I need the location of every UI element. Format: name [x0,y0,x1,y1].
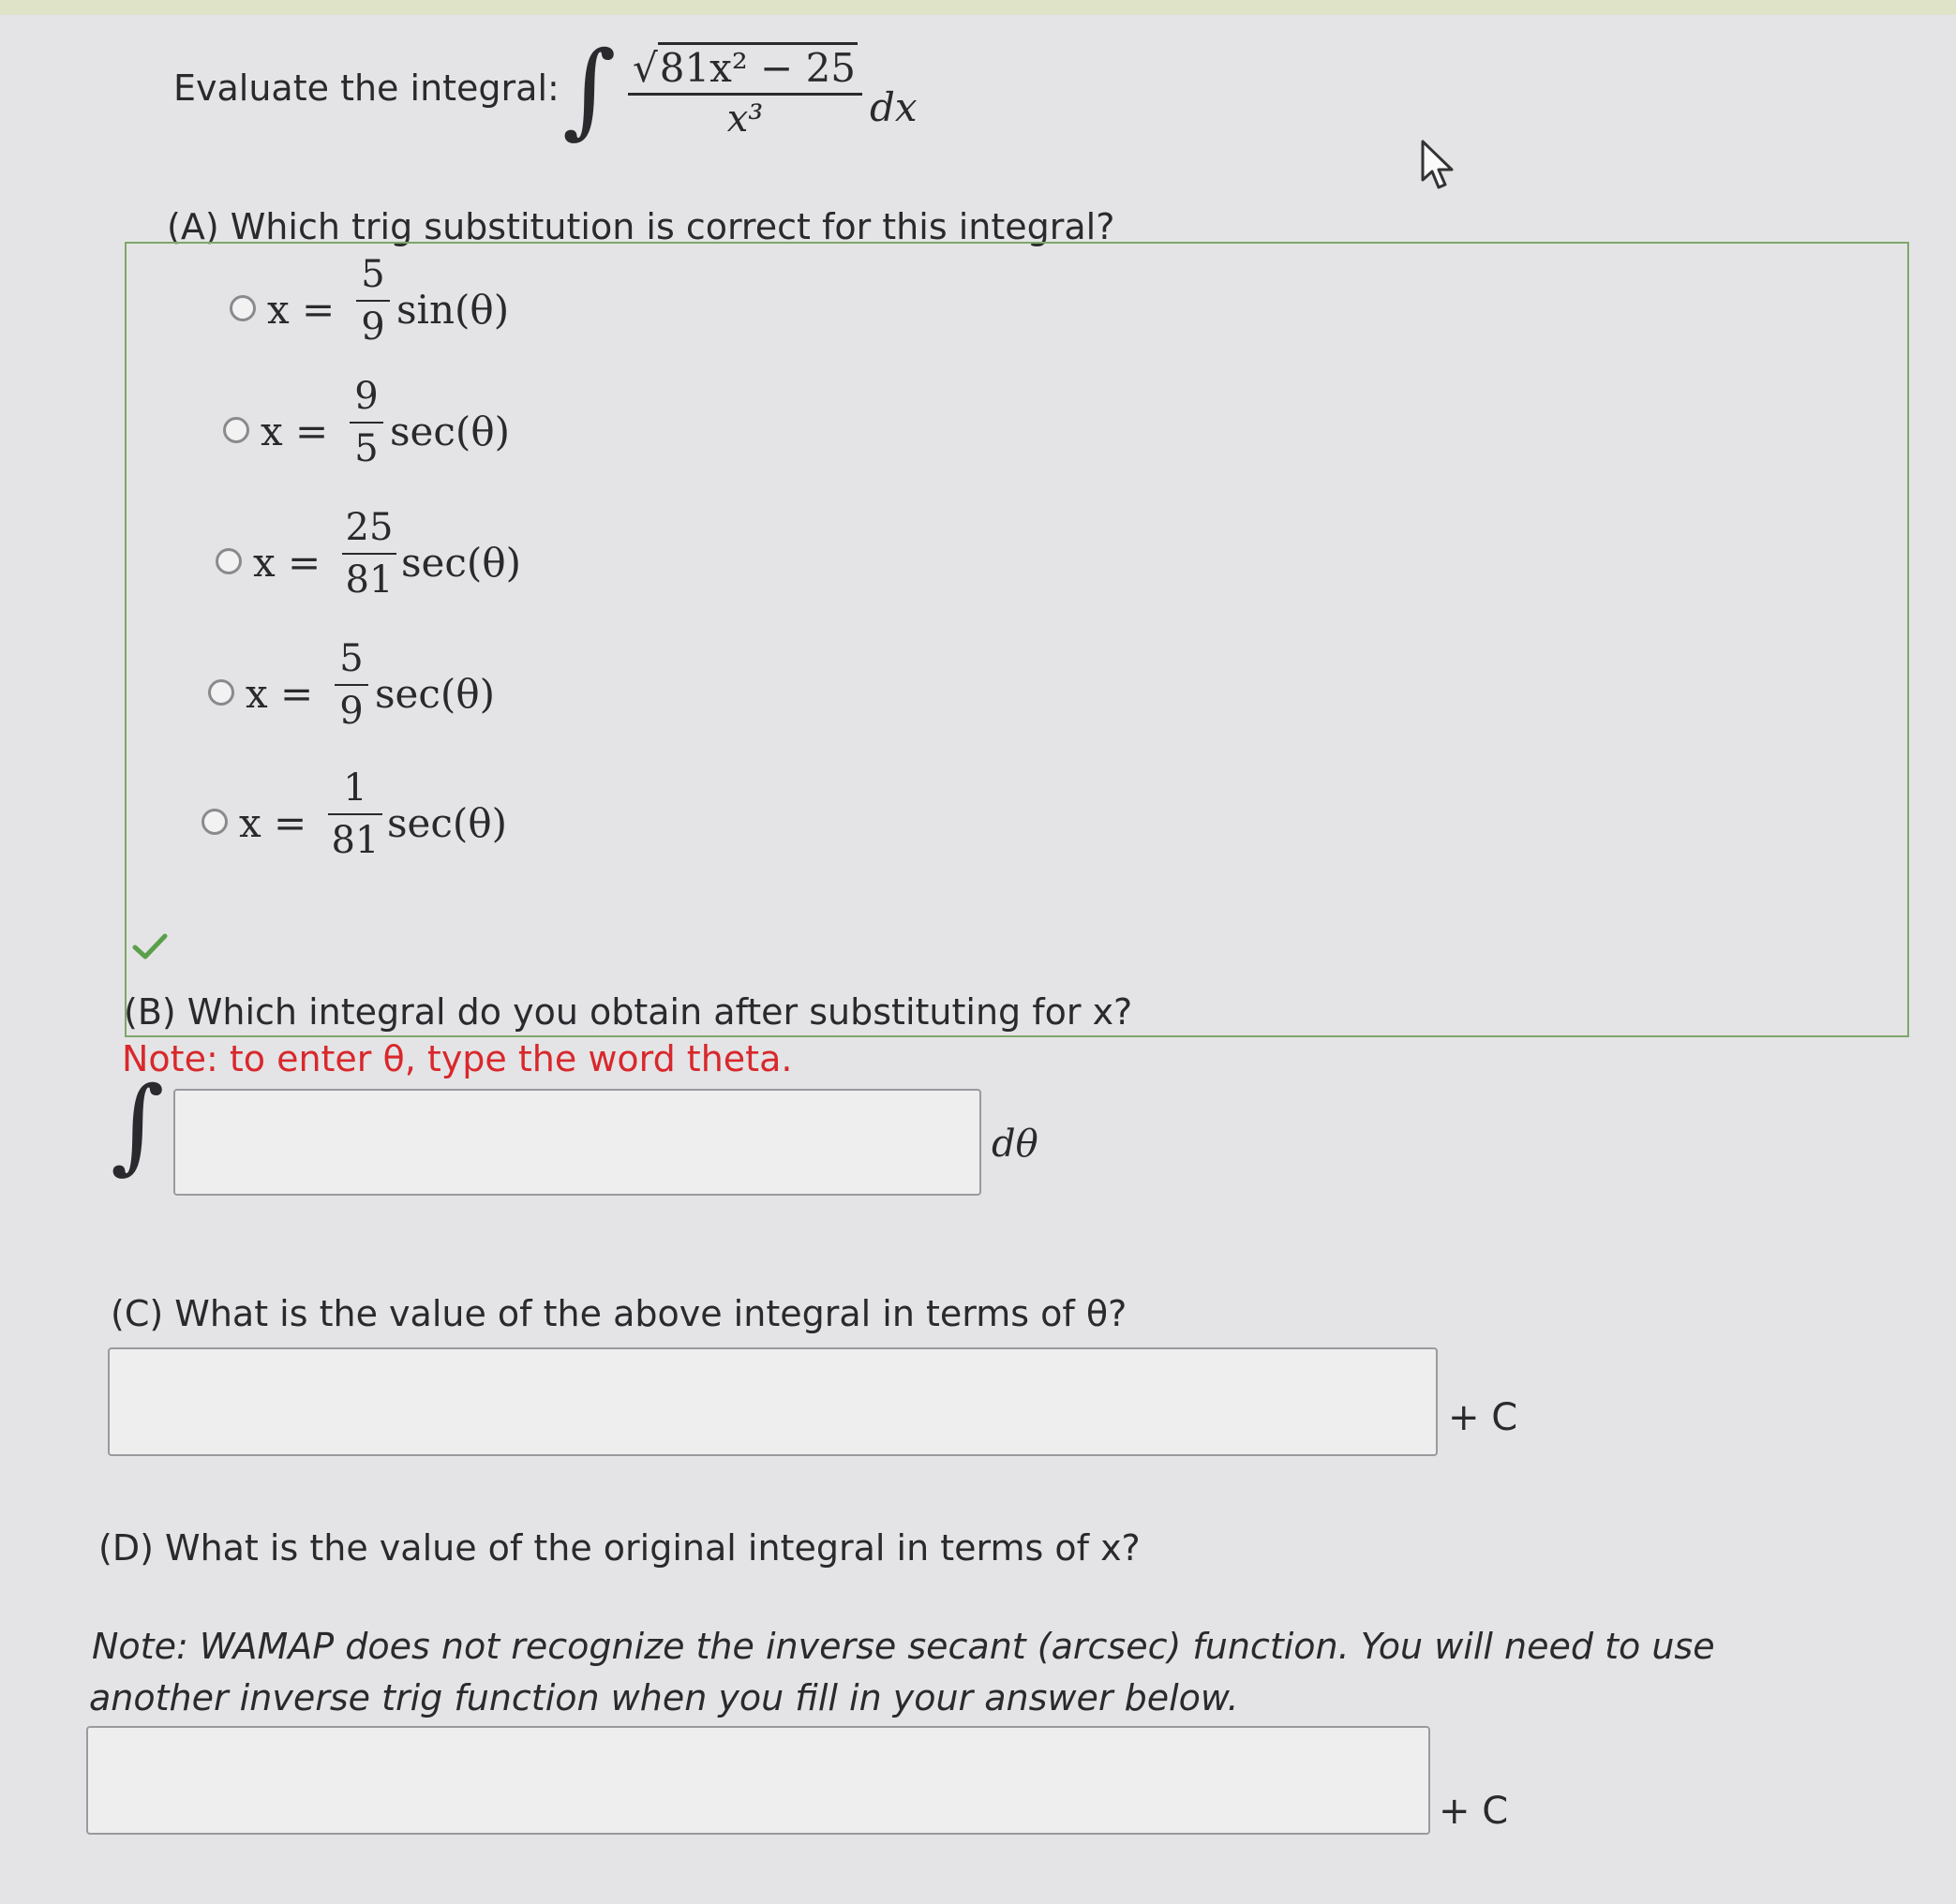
part-c-input[interactable] [108,1347,1438,1456]
choice-function: sec(θ) [401,540,521,586]
choice-fraction [328,766,382,862]
choice-numerator: 9 [354,375,379,418]
fraction-bar [350,422,383,424]
part-d-question: (D) What is the value of the original integral in terms of x? [98,1527,1141,1569]
choice-numerator: 5 [339,637,364,680]
mouse-pointer-icon [1420,139,1459,191]
part-d-note-line2: another inverse trig function when you fill in your answer below. [89,1677,1239,1718]
choice-denominator: 5 [354,427,379,470]
part-d-input[interactable] [86,1726,1430,1835]
part-b-note: Note: to enter θ, type the word theta. [122,1038,793,1079]
fraction-bar [356,300,390,302]
radical-icon: √ [632,45,658,91]
choice-numerator: 1 [343,766,367,810]
radio-selected[interactable] [208,679,234,706]
integrand-fraction [628,45,862,141]
choice-lhs: x = [239,800,307,846]
part-c-suffix: + C [1448,1396,1518,1439]
radio-button[interactable] [202,809,228,835]
fraction-bar [628,93,862,96]
choice-denominator: 9 [339,690,364,733]
choice-fraction [342,506,396,602]
radicand: 81x² − 25 [658,42,858,91]
part-a-question: (A) Which trig substitution is correct for this integral? [167,206,1115,247]
answer-choice[interactable] [202,766,670,888]
part-b-question: (B) Which integral do you obtain after substituting for x? [124,991,1133,1033]
radio-button[interactable] [223,417,249,443]
differential: dx [870,84,918,130]
intro-label: Evaluate the integral: [173,67,560,109]
choice-fraction [335,637,368,733]
choice-function: sin(θ) [396,287,510,333]
choice-lhs: x = [253,540,321,586]
integral-sign-icon: ∫ [111,1064,165,1184]
fraction-bar [328,813,382,815]
part-b-suffix: dθ [992,1123,1038,1166]
choice-denominator: 9 [361,305,385,349]
correct-check-icon [131,932,169,962]
choice-fraction [356,253,390,349]
choice-function: sec(θ) [390,409,510,454]
choice-lhs: x = [267,287,336,333]
choice-function: sec(θ) [375,671,495,717]
part-c-question: (C) What is the value of the above integral in terms of θ? [111,1293,1127,1334]
answer-choice[interactable] [230,253,698,375]
part-d-note-line1: Note: WAMAP does not recognize the inverse secant (arcsec) function. You will need to use [92,1626,1715,1667]
part-d-suffix: + C [1439,1790,1509,1833]
answer-choice[interactable] [223,375,692,497]
fraction-bar [342,553,396,555]
integral-sign-icon: ∫ [562,29,617,149]
choice-function: sec(θ) [387,800,507,846]
choice-numerator: 5 [361,253,385,296]
answer-choice[interactable] [216,506,684,628]
choice-denominator: 81 [345,558,394,602]
radio-button[interactable] [216,548,242,574]
choice-denominator: 81 [331,819,380,862]
top-bar [0,0,1956,15]
fraction-bar [335,684,368,686]
radio-button[interactable] [230,295,256,321]
answer-choice[interactable] [208,637,677,759]
integrand-denominator: x³ [726,97,764,141]
choice-lhs: x = [261,409,329,454]
choice-lhs: x = [246,671,314,717]
choice-fraction [350,375,383,470]
integrand-numerator [628,45,862,91]
choice-numerator: 25 [345,506,394,549]
part-b-input[interactable] [173,1089,981,1196]
